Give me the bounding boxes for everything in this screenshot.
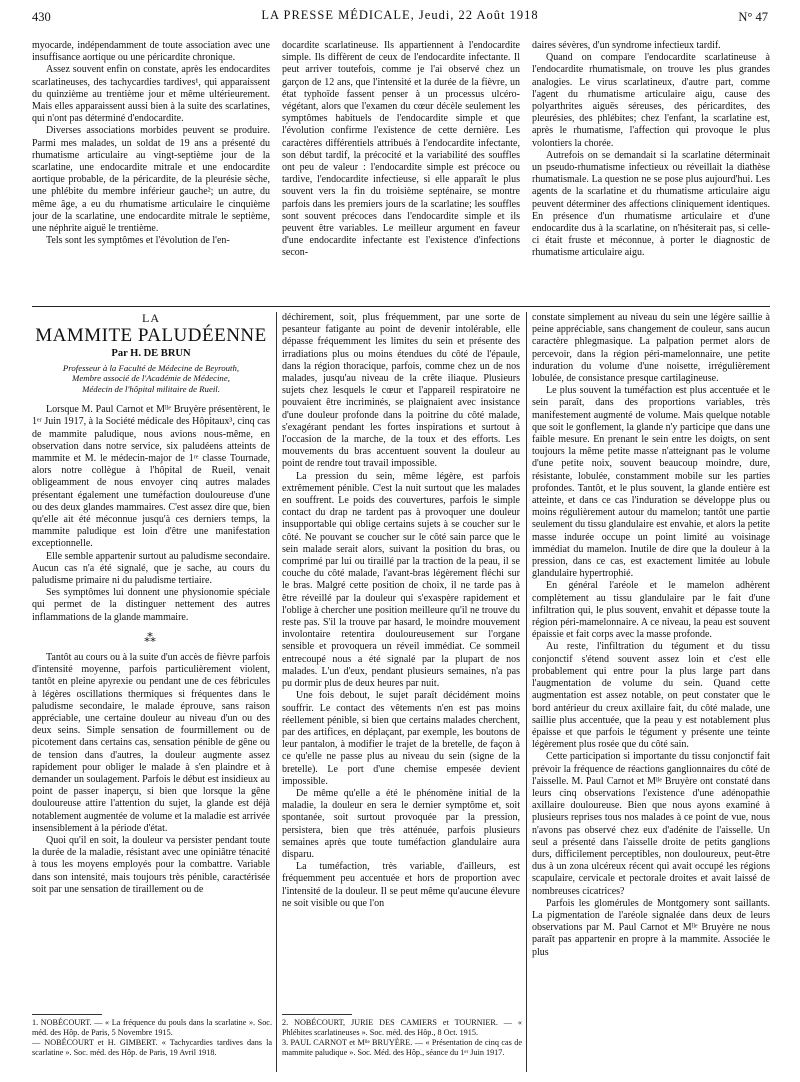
top-column-3 <box>532 40 770 305</box>
paragraph: constate simplement au niveau du sein une légère saillie à peine appréciable, sans changement de couleur, sans aucun caractère phlegmasique. La palpation permet alors de percevoir, dans la région péri-mamelonnaire, une petite induration du volume d'une noisette, irrégulièrement lobulée, de consistance presque cartilagineuse. <box>532 312 770 385</box>
footnote: 3. PAUL CARNOT et Mˡˡᵉ BRUYÈRE. — « Présentation de cinq cas de mammite paludique ». Soc. Méd. des Hôp., séance du 1ᵉʳ Juin 1917. <box>282 1038 522 1057</box>
article-column-3 <box>532 312 770 1072</box>
footnote: — NOBÉCOURT et H. GIMBERT. « Tachycardies tardives dans la scarlatine ». Soc. méd. des Hôp. de Paris, 19 Avril 1918. <box>32 1038 272 1057</box>
paragraph: daires sévères, d'un syndrome infectieux tardif. <box>532 40 721 51</box>
footnotes-column-1 <box>32 1018 272 1058</box>
journal-title: LA PRESSE MÉDICALE, Jeudi, 22 Août 1918 <box>261 8 539 22</box>
article-author: Par H. DE BRUN <box>111 348 191 360</box>
paragraph: Tels sont les symptômes et l'évolution de l'en- <box>46 235 230 247</box>
column-divider <box>526 312 527 1072</box>
paragraph: Tantôt au cours ou à la suite d'un accès de fièvre parfois d'intensité moyenne, parfois particulièrement violent, tantôt en pleine apyrexie ou pendant une de ces fébricules à légères oscillations thermiques si fréquentes dans le paludisme secondaire, le malade éprouve, sans raison appréciable, une certaine douleur au niveau d'un ou des deux seins. Simple sensation de fourmillement ou de picotement dans certains cas, sensation pénible de gêne ou de tension dans d'autres, la douleur augmente assez rapidement pour obliger le malade à s'en plaindre et à demander un soulagement. Parfois le début est insidieux au point de passer inaperçu, si bien que lorsque la gêne douloureuse attire l'attention du sujet, la glande est déjà notablement augmentée de volume et la maladie est arrivée insensiblement à la période d'état. <box>32 651 270 834</box>
paragraph: Une fois debout, le sujet paraît décidément moins souffrir. Le contact des vêtements n'en est pas moins réellement pénible, si bien que certains malades cherchent, par des artifices, en déplaçant, par exemple, les boutons de leur pantalon, à modifier le trajet de la bretelle, de façon à ce qu'elle ne passe plus au niveau du sein (signe de la bretelle). Le port d'une chemise empesée devient impossible. <box>282 690 520 787</box>
paragraph: Diverses associations morbides peuvent se produire. Parmi mes malades, un soldat de 19 ans a présenté du rhumatisme articulaire au vingt-septième jour de la scarlatine, une endocardite mitrale et une endocardite aortique probable, de la péricardite, de la pleurésie sèche, une phlébite du membre inférieur gauche²; un autre, du même âge, a eu du rhumatisme articulaire le cinquième jour de la scarlatine, une endocardite mitrale le septième, une néphrite aiguë le trentième. <box>32 125 270 235</box>
footnote: 2. NOBÉCOURT, JURIE DES CAMIERS et TOURNIER. — « Phlébites scarlatineuses ». Soc. méd. des Hôp., 8 Oct. 1915. <box>282 1018 522 1037</box>
paragraph: De même qu'elle a été le phénomène initial de la maladie, la douleur en sera le dernier symptôme et, soit spontanée, soit surtout provoquée par la pression, persistera, bien que très atténuée, parfois plusieurs semaines après que toute tuméfaction glandulaire aura disparu. <box>282 787 520 860</box>
footnotes-column-2 <box>282 1018 522 1058</box>
paragraph: Lorsque M. Paul Carnot et Mˡˡᵉ Bruyère présentèrent, le 1ᵉʳ Juin 1917, à la Société médicale des Hôpitaux³, cinq cas de mammite paludique, nous avions nous-même, en observation dans notre service, six paludéens atteints de mammite et M. le médecin-major de 1ʳᵉ classe Tournade, alors notre collègue à l'hôpital de Rueil, venait obligeamment de nous envoyer cinq autres malades présentant également une tuméfaction douloureuse d'une ou des deux glandes mammaires. C'est assez dire que, bien qu'elle ait été méconnue jusqu'à ces derniers temps, la mammite paludique est loin d'être une manifestation exceptionnelle. <box>32 404 270 550</box>
footnote-rule <box>282 1014 352 1015</box>
article-column-1 <box>32 312 270 1012</box>
paragraph: déchirement, soit, plus fréquemment, par une sorte de pesanteur fatigante au point de devenir intolérable, elle dépasse fréquemment les limites du sein et présente des irradiations plus ou moins étendues du côté de l'épaule, dans la région thoracique, parfois, comme chez un de nos malades, jusqu'au niveau de la crête iliaque. Plusieurs sujets chez lesquels le cœur et l'appareil respiratoire ne pouvaient être incriminés, se plaignaient avec insistance d'une douleur profonde dans la poitrine du côté malade, s'exagérant pendant les fortes inspirations et surtout à l'occasion de la marche, de la toux et des efforts. Les mouvements du bras accentuent souvent la douleur au point de rendre tout travail impossible. <box>282 312 520 470</box>
page-header <box>32 8 768 26</box>
article-column-2 <box>282 312 520 1012</box>
paragraph: Cette participation si importante du tissu conjonctif fait prévoir la fréquence de réactions ganglionnaires du côté de l'aisselle. M. Paul Carnot et Mˡˡᵉ Bruyère ont constaté dans leurs cinq observations l'existence d'une adénopathie axillaire douloureuse. Bien que nous ayons examiné à plusieurs reprises tous nos malades à ce point de vue, nous n'avons pas observé chez eux d'adénite de l'aisselle. Un seul a présenté dans l'aisselle droite de petits ganglions durs, difficilement perceptibles, non douloureux, peut-être dus à un zona ulcéreux récent qui avait occupé les régions scapulaire, cervicale et pectorale droites et avait laissé de nombreuses cicatrices? <box>532 751 770 897</box>
paragraph: Quand on compare l'endocardite scarlatineuse à l'endocardite rhumatismale, on trouve les plus grandes analogies. Le virus scarlatineux, d'autre part, comme l'agent du rhumatisme articulaire aigu, cause des polyarthrites aiguës séreuses, des péricardites, des pleurésies, des phlébites; chez l'enfant, la scarlatine est, après le rhumatisme, l'affection qui provoque le plus volontiers la chorée. <box>532 52 770 149</box>
section-divider <box>32 306 770 307</box>
paragraph: La pression du sein, même légère, est parfois extrêmement pénible. C'est la nuit surtout que les malades en souffrent. Le poids des couvertures, parfois le simple contact du drap ne tardent pas à provoquer une douleur insupportable qui oblige certains sujets à se coucher sur le côté. Ne pouvant se coucher sur le côté sain parce que le sein malade serait alors, suivant la position du bras, ou comprimé par lui ou tiraillé par la traction de la peau, il se couche du côté malade, l'avant-bras légèrement fléchi sur le bras. Malgré cette position de choix, il ne tarde pas à être réveillé par la douleur qui s'exaspère rapidement et l'oblige à chercher une position meilleure qu'il ne trouve du reste pas. S'il la trouve par hasard, le moindre mouvement involontaire retentira douloureusement sur l'organe sensible et provoquera un réveil immédiat. Ce sommeil entrecoupé nous a été signalé par la plupart de nos malades. L'un d'eux, pendant plusieurs semaines, n'a pas pu dormir plus de deux heures par nuit. <box>282 470 520 690</box>
column-divider <box>276 312 277 1072</box>
page-number: 430 <box>32 10 51 24</box>
paragraph: Assez souvent enfin on constate, après les endocardites scarlatineuses, des tachycardies tardives¹, qui apparaissent du quinzième au trentième jour et même ultérieurement. Mais elles apparaissent aussi bien à la suite des scarlatines, qui n'ont pas déterminé d'endocardite. <box>32 64 270 125</box>
paragraph: Autrefois on se demandait si la scarlatine déterminait un pseudo-rhumatisme infectieux ou réveillait la diathèse rhumatismale. La question ne se pose plus aujourd'hui. Les agents de la scarlatine et du rhumatisme articulaire aigu peuvent déterminer des affections cliniquement identiques. En présence d'un rhumatisme articulaire et d'une endocardite dus à la scarlatine, on n'hésiterait pas, si celle-ci était fruste et méconnue, à porter le diagnostic de rhumatisme articulaire aigu. <box>532 149 770 259</box>
paragraph: En général l'aréole et le mamelon adhèrent complètement au tissu glandulaire par le fait d'une infiltration qui, le plus souvent, envahit et dépasse toute la région péri-mamelonnaire. A ce niveau, la peau est souvent épaissie et fait corps avec la masse profonde. <box>532 580 770 641</box>
issue-number: N° 47 <box>738 10 768 24</box>
paragraph: Ses symptômes lui donnent une physionomie spéciale qui permet de la distinguer nettement des autres inflammations de la glande mammaire. <box>32 587 270 623</box>
paragraph: Parfois les glomérules de Montgomery sont saillants. La pigmentation de l'aréole signalée dans deux de leurs observations par M. Paul Carnot et Mˡˡᵉ Bruyère ne nous paraît pas appartenir en propre à la mammite. Associée le plus <box>532 897 770 958</box>
paragraph: La tuméfaction, très variable, d'ailleurs, est fréquemment peu accentuée et hors de proportion avec l'intensité de la douleur. Il se peut même qu'aucune élevure ne soit visible ou que l'on <box>282 861 520 909</box>
top-column-2 <box>282 40 520 305</box>
author-affiliation: Professeur à la Faculté de Médecine de Beyrouth, Membre associé de l'Académie de Médecine, Médecin de l'hôpital militaire de Rueil. <box>62 362 240 394</box>
paragraph: docardite scarlatineuse. Ils appartiennent à l'endocardite simple. Ils diffèrent de ceux de l'endocardite infectante. Il peut arriver toutefois, comme je l'ai observé chez un garçon de 12 ans, que l'intensité et la durée de la fièvre, un état typhoïde fassent penser à un processus ulcéro-végétant, alors que l'examen du cœur décèle seulement les symptômes habituels de l'endocardite simple et que l'évolution confirme l'existence de cette dernière. Les caractères différentiels attribués à l'endocardite infectante, son début tardif, la précocité et la variabilité des souffles ont peu de valeur : l'endocardite simple est précoce ou tardive, l'endocardite infectieuse, si elle apparaît le plus souvent vers la fin du troisième septénaire, se montre parfois dans les premiers jours de la scarlatine; les souffles sont souvent précoces dans l'endocardite simple et ils peuvent être variables. Le meilleur argument en faveur d'une endocardite infectante est l'existence d'infections secon- <box>282 40 520 259</box>
top-column-1 <box>32 40 270 305</box>
paragraph: myocarde, indépendamment de toute association avec une insuffisance aortique ou une péricardite chronique. <box>32 40 270 64</box>
article-kicker: LA <box>142 312 160 325</box>
paragraph: Elle semble appartenir surtout au paludisme secondaire. Aucun cas n'a été signalé, que je sache, au cours du paludisme primaire ni du paludisme tertiaire. <box>32 550 270 586</box>
article-title: MAMMITE PALUDÉENNE <box>35 325 267 347</box>
paragraph: Le plus souvent la tuméfaction est plus accentuée et le sein paraît, dans des proportions variables, très manifestement augmenté de volume. Mais quelque notable que soit le gonflement, la glande n'y participe que dans une faible mesure. En prenant le sein entre les doigts, on sent toujours la même petite masse n'atteignant pas le volume d'une petite noix, souvent beaucoup moindre, dure, résistante, lobulée, constamment mobile sur les parties profondes. Tantôt, et le plus souvent, la glande entière est atteinte, et dans ce cas l'induration se développe plus ou moins régulièrement autour du mamelon; tantôt une partie seulement du tissu glandulaire est envahie, et alors la petite masse indurée occupe un point limité au voisinage immédiat du mamelon. Inutile de dire que la douleur à la pression, dans ce cas, est exactement limitée au lobule glandulaire hypertrophié. <box>532 385 770 580</box>
paragraph: Au reste, l'infiltration du tégument et du tissu conjonctif s'étend souvent assez loin et c'est elle probablement qui entre pour la plus large part dans l'augmentation de volume du sein. Quand cette augmentation est assez notable, on peut constater que le bord antérieur du creux axillaire fait, du côté malade, une saillie plus accentuée, que la peau y est notablement plus épaisse et que parfois le tégument y présente une teinte légèrement plus rosée que du côté sain. <box>532 641 770 751</box>
footnote: 1. NOBÉCOURT. — « La fréquence du pouls dans la scarlatine ». Soc. méd. des Hôp. de Paris, 5 Novembre 1915. <box>32 1018 272 1037</box>
footnote-rule <box>32 1014 102 1015</box>
paragraph: Quoi qu'il en soit, la douleur va persister pendant toute la durée de la maladie, résistant avec une opiniâtre ténacité à tous les moyens employés pour la combattre. Variable dans son intensité, mais toujours très pénible, caractérisée soit par une sensation de tiraillement ou de <box>32 835 270 895</box>
section-break-asterism: ⁂ <box>144 630 158 645</box>
